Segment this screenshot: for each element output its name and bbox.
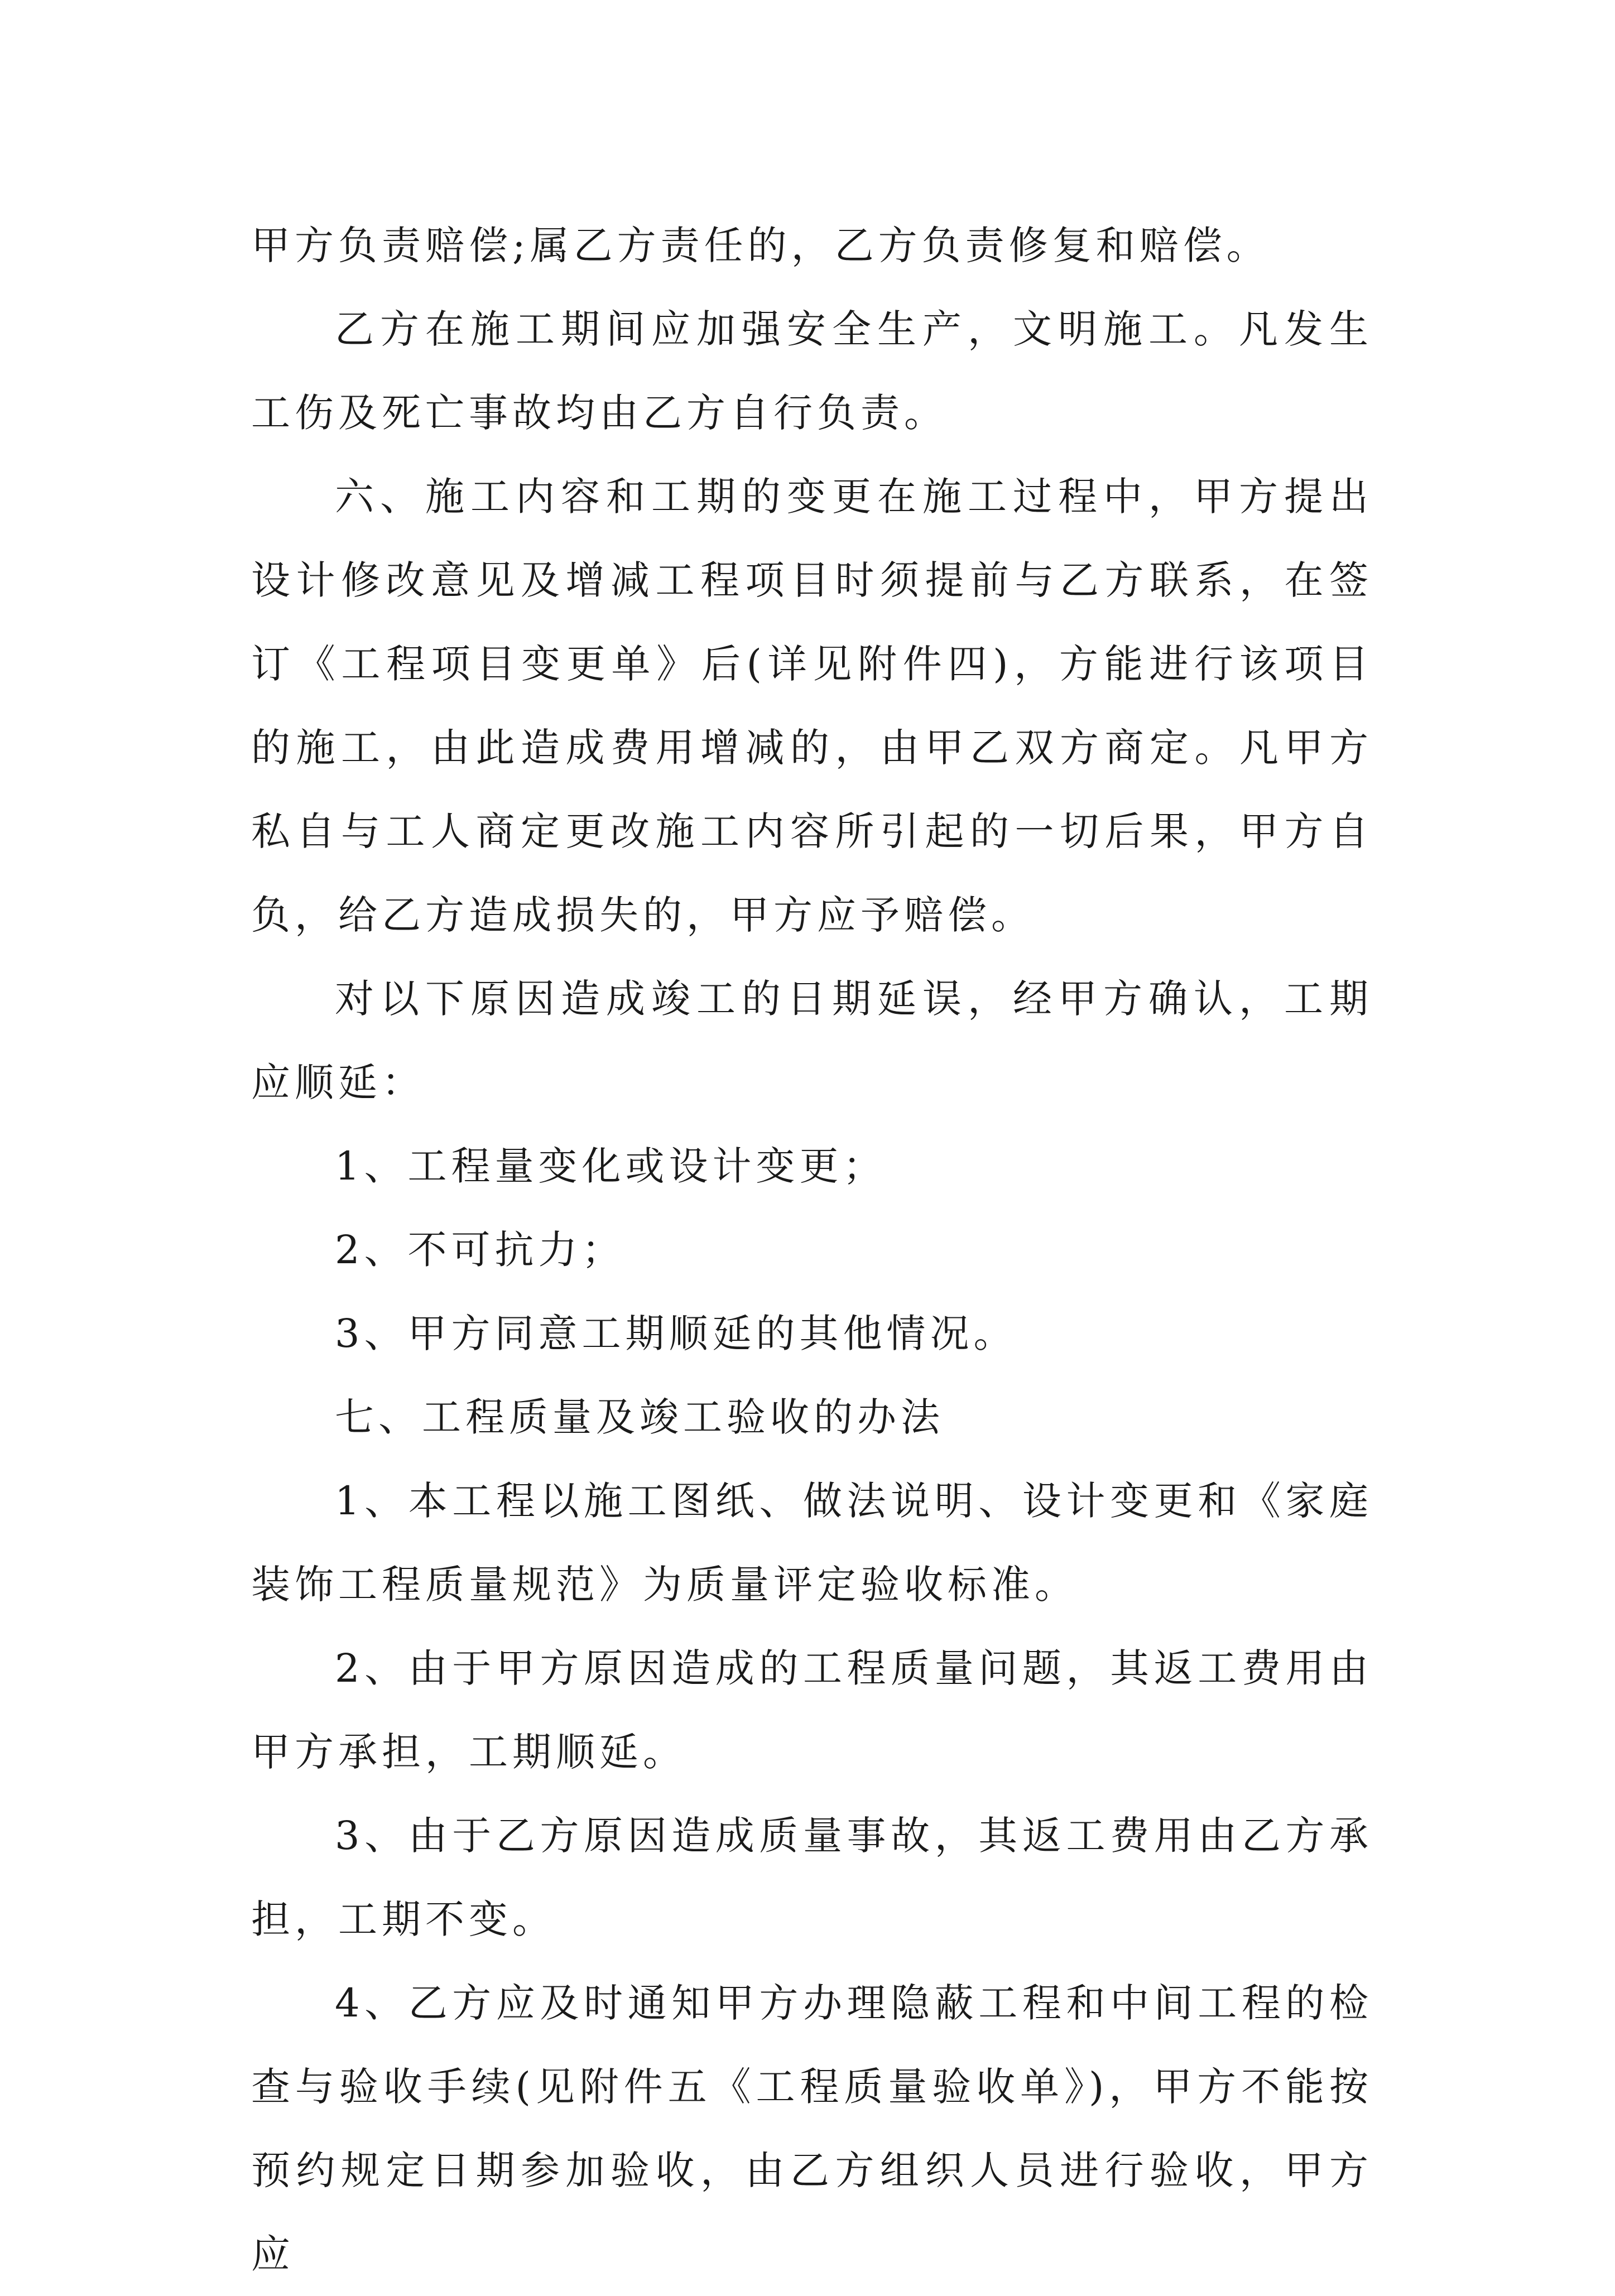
list-item-2: 2、不可抗力； (335, 1227, 626, 1273)
clause-2: 2、由于甲方原因造成的工程质量问题，其返工费用由甲方承担，工期顺延。 (251, 1645, 1373, 1775)
paragraph-1: 甲方负责赔偿;属乙方责任的，乙方负责修复和赔偿。 (251, 223, 1270, 268)
document-body (251, 204, 1373, 2296)
list-item-3: 3、甲方同意工期顺延的其他情况。 (335, 1311, 1017, 1356)
paragraph-2: 乙方在施工期间应加强安全生产，文明施工。凡发生工伤及死亡事故均由乙方自行负责。 (251, 306, 1373, 436)
list-item-1: 1、工程量变化或设计变更； (335, 1143, 887, 1189)
clause-3: 3、由于乙方原因造成质量事故，其返工费用由乙方承担，工期不变。 (251, 1813, 1373, 1942)
clause-1: 1、本工程以施工图纸、做法说明、设计变更和《家庭装饰工程质量规范》为质量评定验收标准。 (251, 1478, 1373, 1607)
clause-4: 4、乙方应及时通知甲方办理隐蔽工程和中间工程的检查与验收手续(见附件五《工程质量验收单》)，甲方不能按预约规定日期参加验收，由乙方组织人员进行验收，甲方应 (251, 1980, 1373, 2277)
paragraph-3: 六、施工内容和工期的变更在施工过程中，甲方提出设计修改意见及增减工程项目时须提前与乙方联系，在签订《工程项目变更单》后(详见附件四)，方能进行该项目的施工，由此造成费用增减的，由甲乙双方商定。凡甲方私自与工人商定更改施工内容所引起的一切后果，甲方自负，给乙方造成损失的，甲方应予赔偿。 (251, 474, 1373, 938)
section-heading: 七、工程质量及竣工验收的办法 (335, 1394, 944, 1440)
paragraph-4: 对以下原因造成竣工的日期延误，经甲方确认，工期应顺延： (251, 976, 1373, 1105)
